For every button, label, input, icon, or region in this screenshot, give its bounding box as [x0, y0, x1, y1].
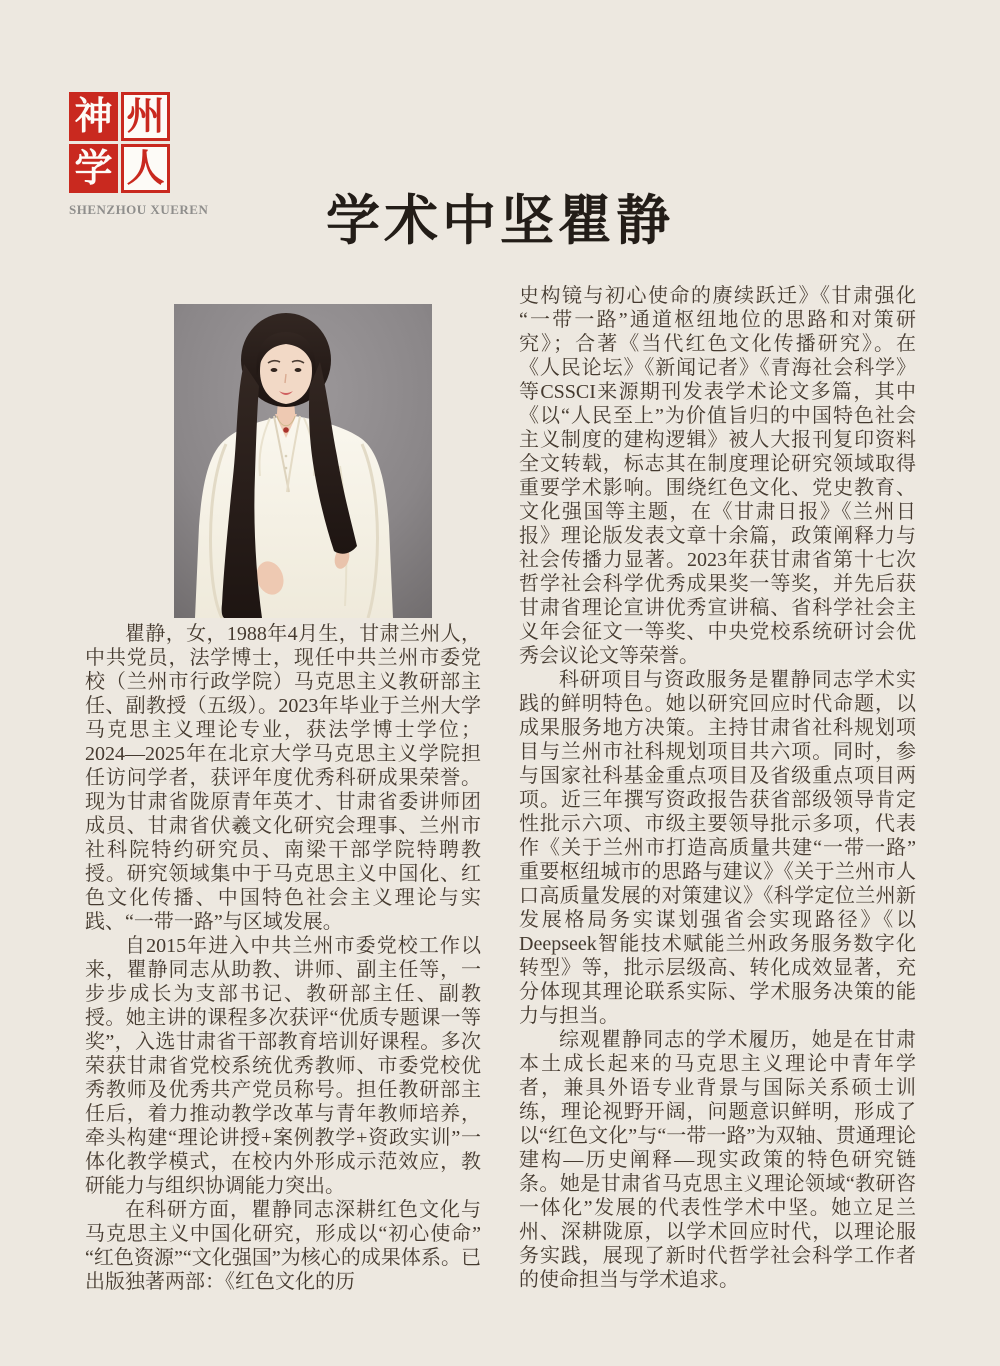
logo-char-shen: 神 [69, 92, 118, 141]
page-title: 学术中坚瞿静 [326, 191, 674, 251]
portrait-illustration [174, 304, 432, 618]
article-paragraph: 科研项目与资政服务是瞿静同志学术实践的鲜明特色。她以研究回应时代命题，以成果服务地方决策。主持甘肃省社科规划项目与兰州市社科规划项目共六项。同时，参与国家社科基金重点项目及省级重点项目两项。近三年撰写资政报告获省部级领导肯定性批示六项、市级主要领导批示多项，代表作《关于兰州市打造高质量共建“一带一路”重要枢纽城市的思路与建议》《关于兰州市人口高质量发展的对策建议》《科学定位兰州新发展格局务实谋划强省会实现路径》《以Deepseek智能技术赋能兰州政务服务数字化转型》等，批示层级高、转化成效显著，充分体现其理论联系实际、学术服务决策的能力与担当。 [519, 669, 916, 1027]
article-paragraph: 自2015年进入中共兰州市委党校工作以来，瞿静同志从助教、讲师、副主任等，一步步成长为支部书记、教研部主任、副教授。她主讲的课程多次获评“优质专题课一等奖”，入选甘肃省干部教育培训好课程。多次荣获甘肃省党校系统优秀教师、市委党校优秀教师及优秀共产党员称号。担任教研部主任后，着力推动教学改革与青年教师培养，牵头构建“理论讲授+案例教学+资政实训”一体化教学模式，在校内外形成示范效应，教研能力与组织协调能力突出。 [85, 935, 481, 1197]
article-paragraph: 瞿静，女，1988年4月生，甘肃兰州人，中共党员，法学博士，现任中共兰州市委党校（兰州市行政学院）马克思主义教研部主任、副教授（五级）。2023年毕业于兰州大学马克思主义理论专业，获法学博士学位；2024—2025年在北京大学马克思主义学院担任访问学者，获评年度优秀科研成果荣誉。现为甘肃省陇原青年英才、甘肃省委讲师团成员、甘肃省伏羲文化研究会理事、兰州市社科院特约研究员、南梁干部学院特聘教授。研究领域集中于马克思主义中国化、红色文化传播、中国特色社会主义理论与实践、“一带一路”与区域发展。 [85, 623, 481, 933]
logo-subtitle: SHENZHOU XUEREN [69, 202, 209, 217]
portrait-photo [174, 304, 432, 618]
logo-char-zhou: 州 [121, 92, 170, 141]
logo-char-ren: 人 [121, 144, 170, 193]
article-paragraph: 史构镜与初心使命的赓续跃迁》《甘肃强化“一带一路”通道枢纽地位的思路和对策研究》；合著《当代红色文化传播研究》。在《人民论坛》《新闻记者》《青海社会科学》等CSSCI来源期刊发表学术论文多篇，其中《以“人民至上”为价值旨归的中国特色社会主义制度的建构逻辑》被人大报刊复印资料全文转载，标志其在制度理论研究领域取得重要学术影响。围绕红色文化、党史教育、文化强国等主题，在《甘肃日报》《兰州日报》理论版发表文章十余篇，政策阐释力与社会传播力显著。2023年获甘肃省第十七次哲学社会科学优秀成果奖一等奖，并先后获甘肃省理论宣讲优秀宣讲稿、省科学社会主义年会征文一等奖、中央党校系统研讨会优秀会议论文等荣誉。 [519, 285, 916, 667]
article-paragraph: 综观瞿静同志的学术履历，她是在甘肃本土成长起来的马克思主义理论中青年学者，兼具外语专业背景与国际关系硕士训练，理论视野开阔，问题意识鲜明，形成了以“红色文化”与“一带一路”为双轴、贯通理论建构—历史阐释—现实政策的特色研究链条。她是甘肃省马克思主义理论领域“教研咨一体化”发展的代表性学术中坚。她立足兰州、深耕陇原，以学术回应时代，以理论服务实践，展现了新时代哲学社会科学工作者的使命担当与学术追求。 [519, 1029, 916, 1291]
article-paragraph: 在科研方面，瞿静同志深耕红色文化与马克思主义中国化研究，形成以“初心使命”“红色资源”“文化强国”为核心的成果体系。已出版独著两部：《红色文化的历 [85, 1199, 481, 1293]
logo-char-xue: 学 [69, 144, 118, 193]
article-column-right [519, 284, 916, 1292]
article-column-left [85, 622, 481, 1294]
